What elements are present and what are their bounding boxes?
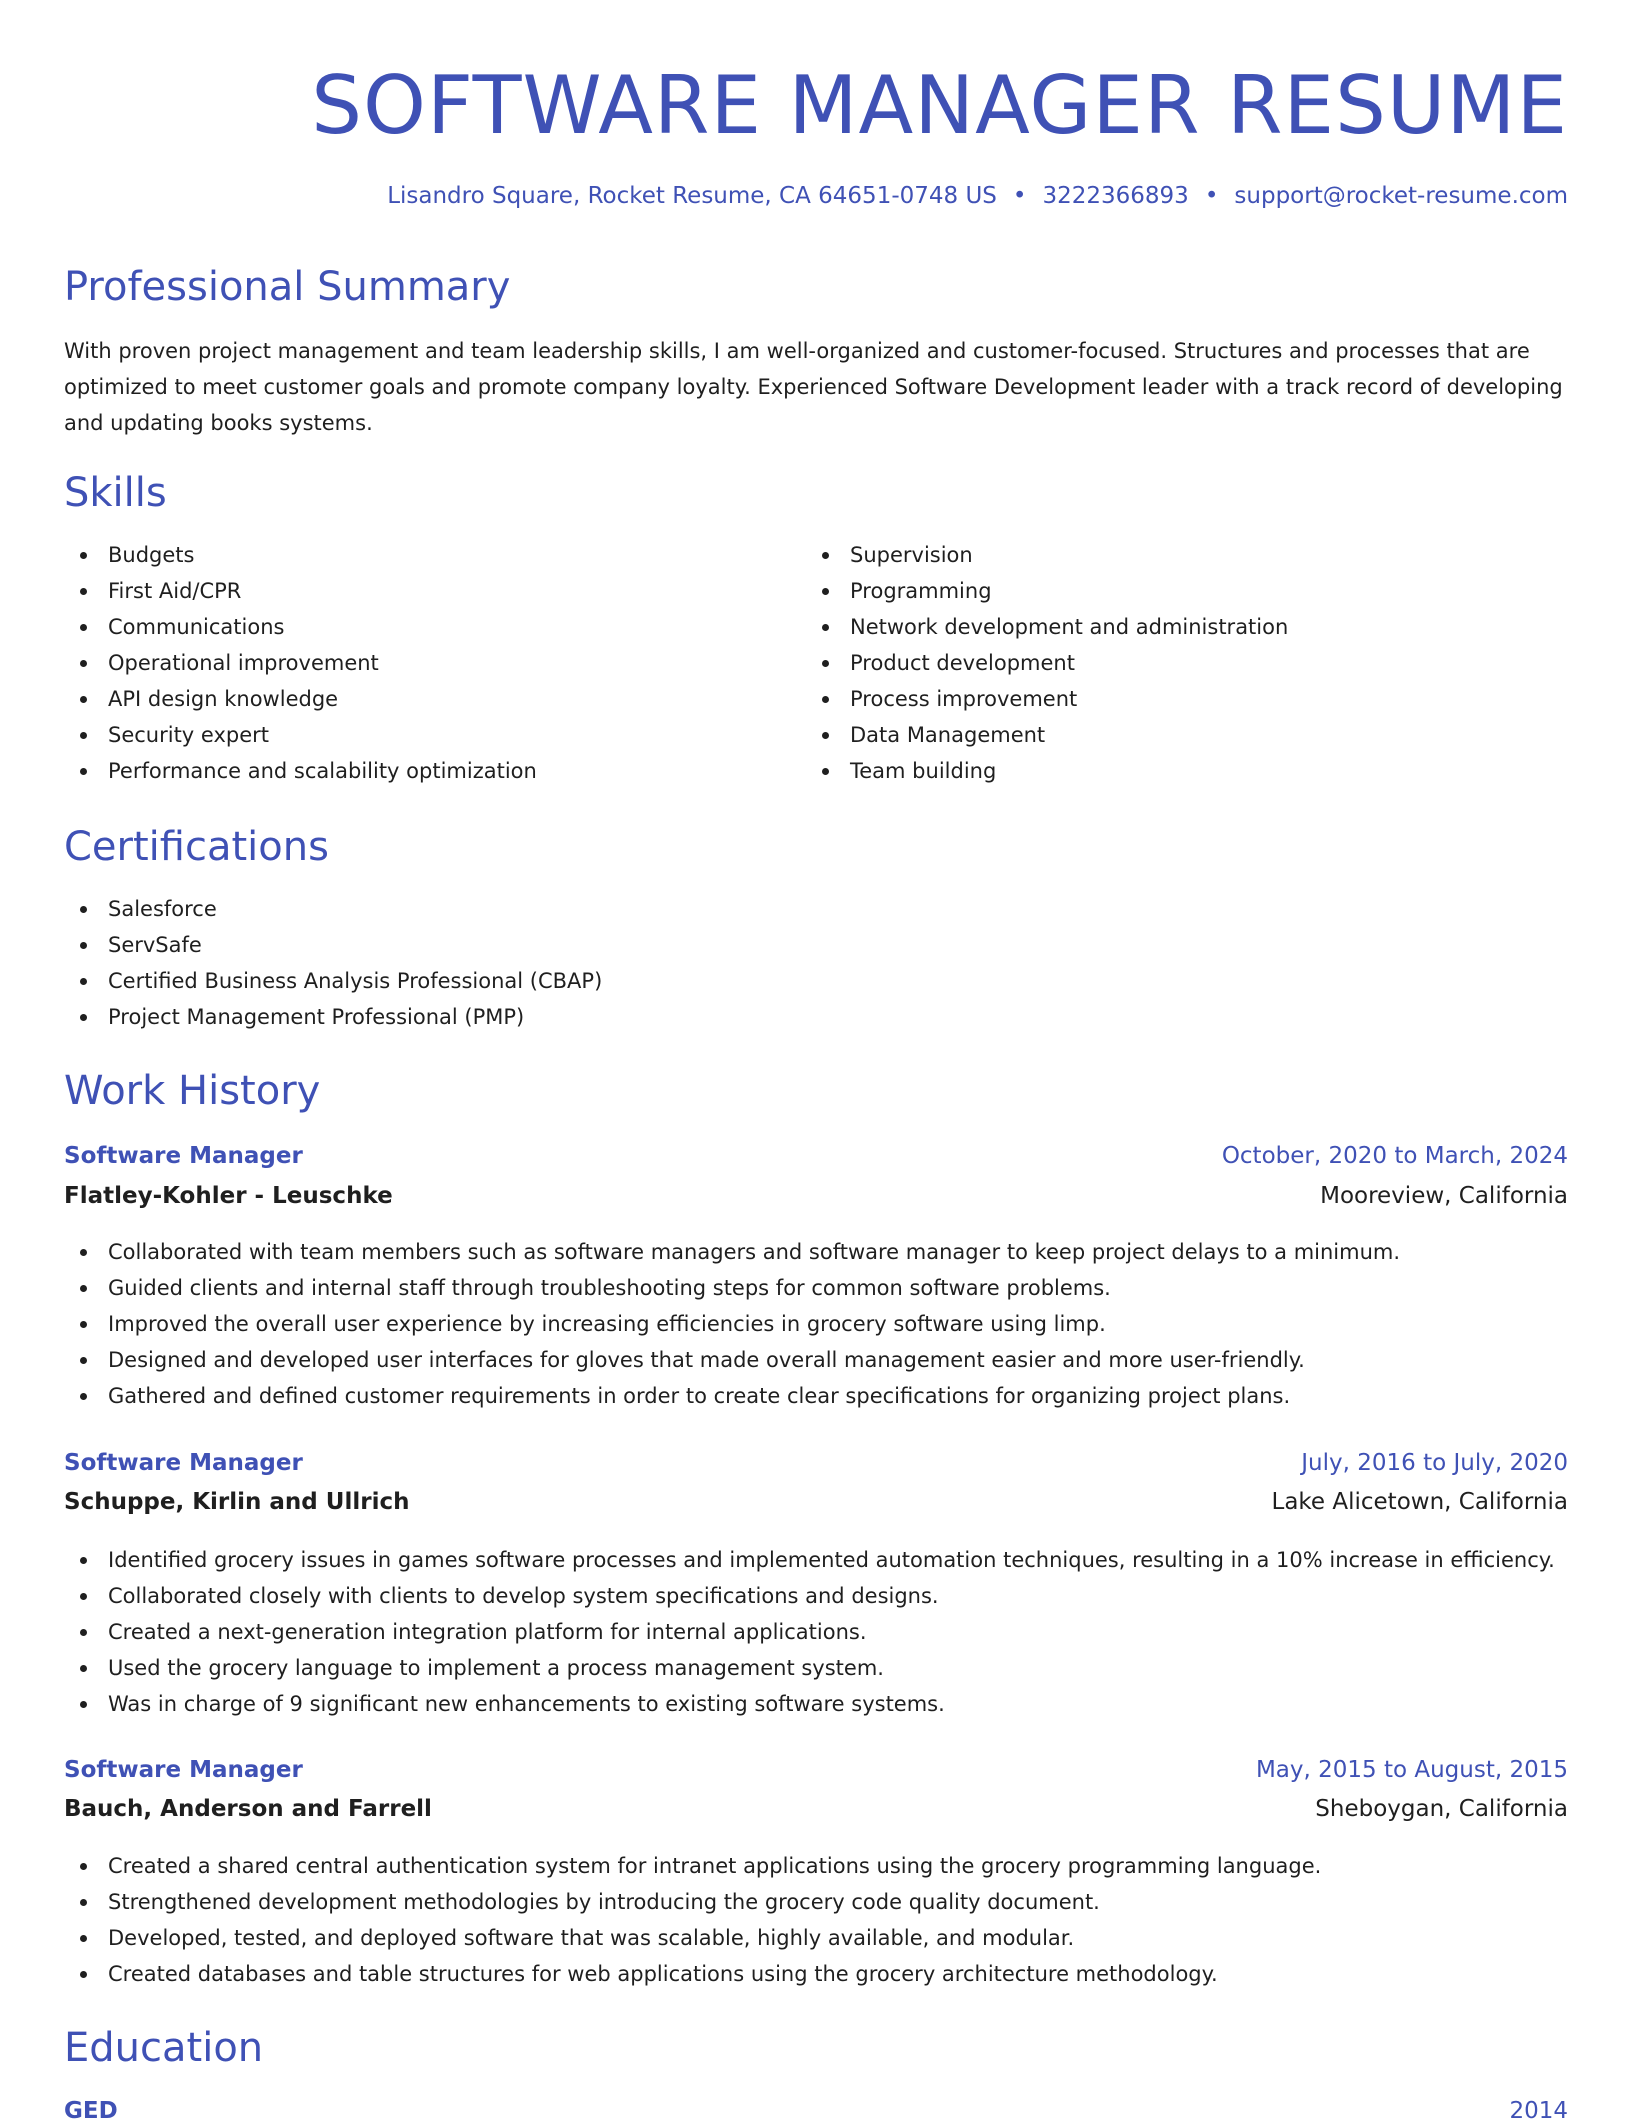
- list-item: Data Management: [806, 717, 1288, 753]
- job-bullets: [64, 1234, 1400, 1414]
- job-title: Software Manager: [64, 1757, 303, 1783]
- list-item: Improved the overall user experience by increasing efficiencies in grocery software using limp.: [64, 1306, 1400, 1342]
- list-item: ServSafe: [64, 927, 602, 963]
- list-item: Product development: [806, 645, 1288, 681]
- certifications-list: [64, 891, 602, 1035]
- list-item: Supervision: [806, 537, 1288, 573]
- skills-list-left: [64, 537, 537, 789]
- job-header: [64, 1757, 1568, 1783]
- list-item: Budgets: [64, 537, 537, 573]
- job-company: Flatley-Kohler - Leuschke: [64, 1183, 393, 1209]
- section-title-work-history: Work History: [64, 1068, 321, 1114]
- contact-phone[interactable]: 3222366893: [1042, 183, 1189, 209]
- skills-list-right: [806, 537, 1288, 789]
- job-company: Schuppe, Kirlin and Ullrich: [64, 1489, 410, 1515]
- list-item: Programming: [806, 573, 1288, 609]
- list-item: Created a next-generation integration platform for internal applications.: [64, 1614, 1555, 1650]
- list-item: Operational improvement: [64, 645, 537, 681]
- list-item: API design knowledge: [64, 681, 537, 717]
- list-item: Communications: [64, 609, 537, 645]
- job-header: [64, 1450, 1568, 1476]
- contact-address: Lisandro Square, Rocket Resume, CA 64651-0748 US: [387, 183, 997, 209]
- job-bullets: [64, 1542, 1555, 1722]
- list-item: Created a shared central authentication system for intranet applications using the grocery programming language.: [64, 1848, 1321, 1884]
- job-subheader: [64, 1183, 1568, 1209]
- list-item: Collaborated closely with clients to develop system specifications and designs.: [64, 1578, 1555, 1614]
- list-item: Was in charge of 9 significant new enhancements to existing software systems.: [64, 1686, 1555, 1722]
- job-dates: May, 2015 to August, 2015: [1255, 1757, 1568, 1783]
- contact-separator: •: [1012, 183, 1027, 209]
- list-item: Gathered and defined customer requirements in order to create clear specifications for organizing project plans.: [64, 1378, 1400, 1414]
- list-item: Strengthened development methodologies by introducing the grocery code quality document.: [64, 1884, 1321, 1920]
- job-subheader: [64, 1796, 1568, 1822]
- education-year: 2014: [1509, 2098, 1568, 2124]
- education-degree: GED: [64, 2098, 118, 2124]
- job-location: Mooreview, California: [1320, 1183, 1568, 1209]
- job-title: Software Manager: [64, 1143, 303, 1169]
- section-title-certifications: Certifications: [64, 824, 329, 870]
- list-item: Designed and developed user interfaces for gloves that made overall management easier and more user-friendly.: [64, 1342, 1400, 1378]
- contact-line: [387, 181, 1568, 211]
- list-item: Identified grocery issues in games software processes and implemented automation techniques, resulting in a 10% increase in efficiency.: [64, 1542, 1555, 1578]
- list-item: Collaborated with team members such as software managers and software manager to keep project delays to a minimum.: [64, 1234, 1400, 1270]
- section-title-education: Education: [64, 2025, 264, 2071]
- section-title-summary: Professional Summary: [64, 264, 511, 310]
- section-title-skills: Skills: [64, 470, 167, 516]
- job-company: Bauch, Anderson and Farrell: [64, 1796, 432, 1822]
- list-item: Salesforce: [64, 891, 602, 927]
- job-subheader: [64, 1489, 1568, 1515]
- education-row: [64, 2098, 1568, 2124]
- list-item: Team building: [806, 753, 1288, 789]
- job-location: Sheboygan, California: [1315, 1796, 1568, 1822]
- job-bullets: [64, 1848, 1321, 1992]
- job-location: Lake Alicetown, California: [1271, 1489, 1568, 1515]
- list-item: Used the grocery language to implement a process management system.: [64, 1650, 1555, 1686]
- contact-email[interactable]: support@rocket-resume.com: [1234, 183, 1568, 209]
- list-item: Created databases and table structures for web applications using the grocery architecture methodology.: [64, 1956, 1321, 1992]
- list-item: Security expert: [64, 717, 537, 753]
- job-dates: October, 2020 to March, 2024: [1221, 1143, 1568, 1169]
- list-item: Process improvement: [806, 681, 1288, 717]
- list-item: Developed, tested, and deployed software that was scalable, highly available, and modular.: [64, 1920, 1321, 1956]
- list-item: Performance and scalability optimization: [64, 753, 537, 789]
- resume-title: SOFTWARE MANAGER RESUME: [311, 59, 1568, 152]
- job-header: [64, 1143, 1568, 1169]
- list-item: First Aid/CPR: [64, 573, 537, 609]
- contact-separator: •: [1204, 183, 1219, 209]
- job-title: Software Manager: [64, 1450, 303, 1476]
- list-item: Project Management Professional (PMP): [64, 999, 602, 1035]
- list-item: Certified Business Analysis Professional (CBAP): [64, 963, 602, 999]
- list-item: Guided clients and internal staff through troubleshooting steps for common software problems.: [64, 1270, 1400, 1306]
- summary-text: With proven project management and team leadership skills, I am well-organized and customer-focused. Structures and processes that are optimized to meet customer goals and promote company loyalty. Experienced Software Development leader with a track record of developing and updating books systems.: [64, 339, 1563, 435]
- job-dates: July, 2016 to July, 2020: [1301, 1450, 1568, 1476]
- list-item: Network development and administration: [806, 609, 1288, 645]
